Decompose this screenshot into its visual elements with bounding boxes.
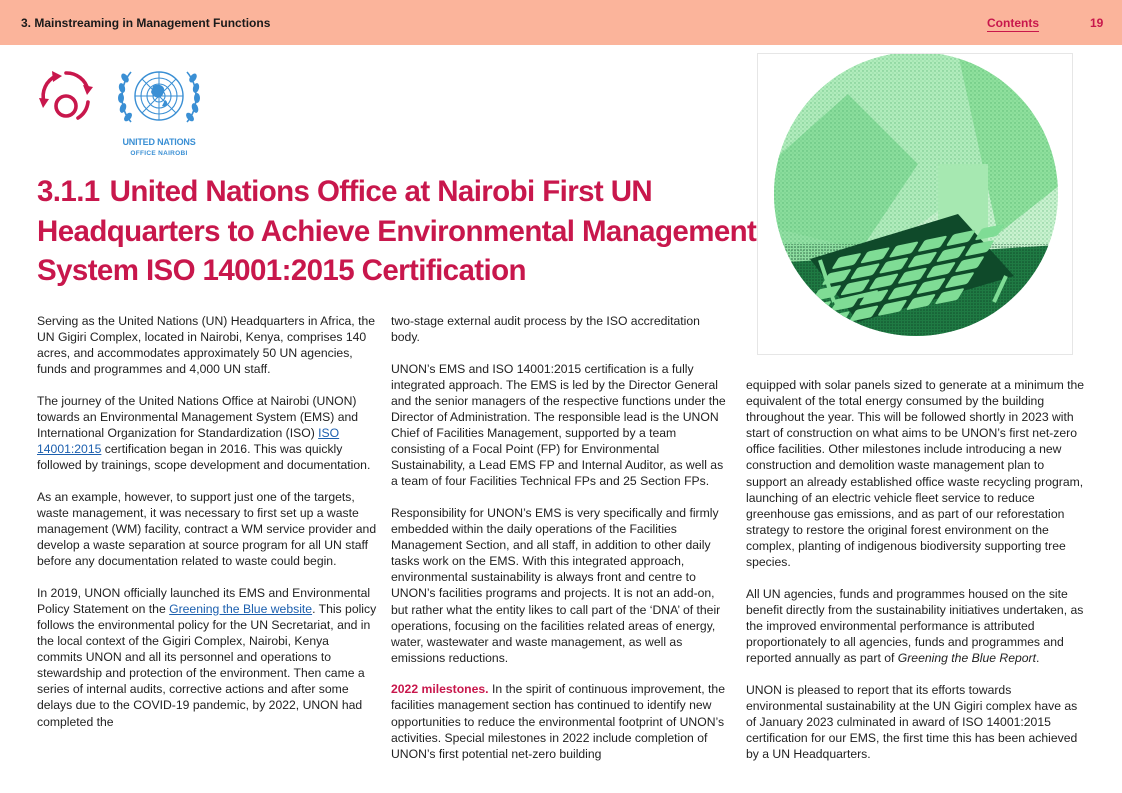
un-logo-office: OFFICE NAIROBI [130, 150, 188, 157]
heading-line-2: Headquarters to Achieve Environmental Management [37, 214, 757, 248]
section-label: 3. Mainstreaming in Management Functions [21, 16, 271, 30]
un-logo-name: UNITED NATIONS [122, 137, 196, 147]
text-column-1 [37, 313, 377, 745]
recycle-cycle-icon [36, 68, 94, 126]
heading-line-1: United Nations Office at Nairobi First UN [109, 175, 653, 208]
page-number: 19 [1090, 16, 1104, 30]
text-column-2 [391, 313, 731, 777]
paragraph: equipped with solar panels sized to generate at a minimum the equivalent of the total energy consumed by the building throughout the year. This will be followed shortly in 2023 with start of construction on what aims to be UNON’s first net-zero office facilities. Other milestones include introducing a new construction and demolition waste management plan to support an already established office waste recycling program, launching of an electric vehicle fleet service to reduce greenhouse gas emissions, and as part of our reforestation strategy to restore the original forest environment on the complex, planting of indigenous biodiversity supporting tree species. [746, 378, 1085, 570]
paragraph: In 2019, UNON officially launched its EMS and Environmental Policy Statement on the Greening the Blue website. This policy follows the environmental policy for the UN Secretariat, and in the local context of the Gigiri Complex, Nairobi, Kenya commits UNON and all its personnel and operations to stewardship and protection of the environment. Then came a series of internal audits, corrective actions and after some delays due to the COVID-19 pandemic, by 2022, UNON had completed the [37, 585, 377, 729]
greening-the-blue-link[interactable]: Greening the Blue website [169, 601, 313, 616]
iso-14001-link[interactable]: ISO 14001:2015 [37, 426, 340, 457]
text-column-3 [746, 377, 1086, 778]
report-title: Greening the Blue Report [897, 651, 1036, 665]
section-heading [37, 172, 757, 291]
solar-panel-illustration [757, 53, 1073, 355]
paragraph: UNON’s EMS and ISO 14001:2015 certification is a fully integrated approach. The EMS is led by the Director General and the senior managers of the respective functions under the Director of Administration. The responsible lead is the UNON Chief of Facilities Management, supported by a team consisting of a Focal Point (FP) for Environmental Sustainability, a Lead EMS FP and Internal Auditor, as well as a team of four Facilities Technical FPs and 25 Section FPs. [391, 361, 726, 489]
paragraph: As an example, however, to support just one of the targets, waste management, it was necessary to first set up a waste management (WM) facility, contract a WM service provider and develop a waste separation at source program for all UN staff before any documentation related to waste could begin. [37, 489, 377, 569]
un-emblem-icon [117, 64, 201, 130]
heading-line-3: System ISO 14001:2015 Certification [37, 254, 526, 287]
milestones-highlight: 2022 milestones. [391, 682, 489, 697]
paragraph: two-stage external audit process by the ISO accreditation body. [391, 314, 700, 345]
paragraph: UNON is pleased to report that its efforts towards environmental sustainability at the UN Gigiri complex have as of January 2023 culminated in award of ISO 14001:2015 certification for our EMS, the first time this has been achieved by a UN Headquarters. [746, 682, 1078, 761]
heading-number: 3.1.1 [37, 175, 100, 208]
paragraph: 2022 milestones. In the spirit of continuous improvement, the facilities management section has continued to identify new opportunities to reduce the environmental footprint of UNON’s activities. Special milestones in 2022 include completion of UNON’s first potential net-zero building [391, 682, 725, 761]
paragraph: The journey of the United Nations Office at Nairobi (UNON) towards an Environmental Management System (EMS) and International Organization for Standardization (ISO) ISO 14001:2015 certification began in 2016. This was quickly followed by trainings, scope development and documentation. [37, 393, 371, 473]
paragraph: All UN agencies, funds and programmes housed on the site benefit directly from the sustainability initiatives undertaken, as the improved environmental performance is attributed proportionately to all agencies, funds and programmes and reported annually as part of Greening the Blue Report. [746, 586, 1084, 665]
paragraph: Serving as the United Nations (UN) Headquarters in Africa, the UN Gigiri Complex, located in Nairobi, Kenya, comprises 140 acres, and accommodates approximately 50 UN agencies, funds and programmes and 4,000 UN staff. [37, 314, 376, 377]
contents-link[interactable]: Contents [987, 16, 1039, 30]
paragraph: Responsibility for UNON’s EMS is very specifically and firmly embedded within the daily operations of the Facilities Management Section, and all staff, in addition to other daily tasks work on the EMS. With this integrated approach, environmental sustainability is always front and centre to UNON’s facilities programs and projects. It is not an add-on, but rather what the entity likes to call part of the ‘DNA’ of their operations, focusing on the facilities related areas of energy, water, wastewater and waste management, as well as emissions reductions. [391, 505, 721, 665]
